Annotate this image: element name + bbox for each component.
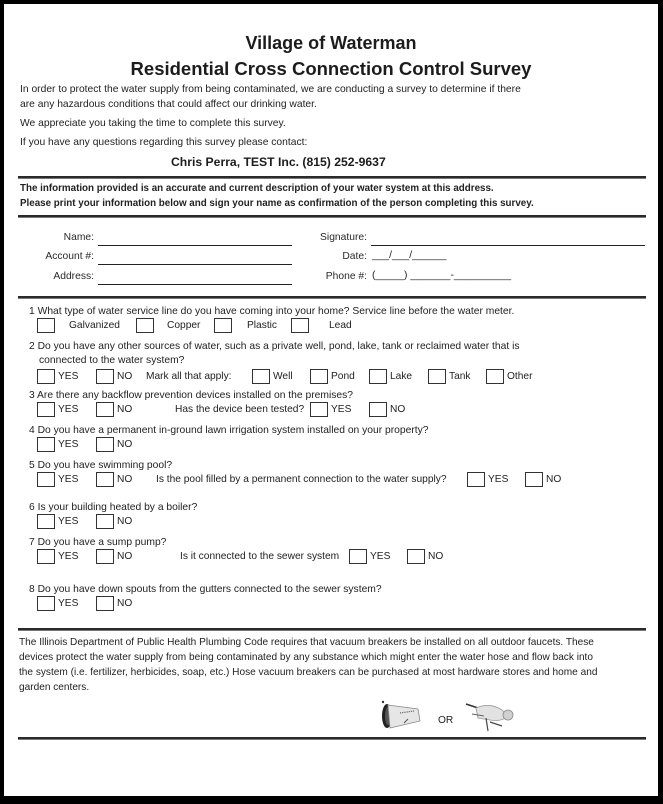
question-text: Are there any backflow prevention devices installed on the premises?	[37, 390, 353, 401]
option-label: Galvanized	[69, 320, 120, 331]
checkbox-q7-no[interactable]	[96, 549, 114, 564]
question-7	[29, 537, 166, 548]
option-label: YES	[370, 551, 391, 562]
question-number: 8	[29, 584, 35, 595]
question-number: 5	[29, 460, 35, 471]
option-label: YES	[488, 474, 509, 485]
address-label: Address:	[53, 271, 94, 282]
certification-line-2: Please print your information below and sign your name as confirmation of the person completing this survey.	[20, 198, 534, 209]
checkbox-q4-no[interactable]	[96, 437, 114, 452]
option-label: YES	[331, 404, 352, 415]
faucet-vacuum-breaker-icon	[462, 698, 518, 734]
option-label: NO	[117, 598, 133, 609]
option-label: Lake	[390, 371, 413, 382]
intro-contact-prompt: If you have any questions regarding this survey please contact:	[20, 137, 308, 148]
divider	[18, 215, 646, 218]
option-label: NO	[117, 516, 133, 527]
checkbox-lake[interactable]	[369, 369, 387, 384]
option-label: YES	[58, 474, 79, 485]
option-label: YES	[58, 516, 79, 527]
checkbox-copper[interactable]	[136, 318, 154, 333]
checkbox-q5-connection-no[interactable]	[525, 472, 543, 487]
question-text: What type of water service line do you have coming into your home? Service line before the water meter.	[37, 306, 515, 317]
checkbox-q2-yes[interactable]	[37, 369, 55, 384]
mark-all-label: Mark all that apply:	[146, 371, 232, 382]
question-2-continued: connected to the water system?	[39, 355, 185, 366]
title-line-1: Village of Waterman	[245, 33, 417, 53]
option-label: Pond	[331, 371, 355, 382]
checkbox-plastic[interactable]	[214, 318, 232, 333]
or-label: OR	[438, 715, 454, 726]
option-label: YES	[58, 598, 79, 609]
option-label: NO	[117, 439, 133, 450]
checkbox-q4-yes[interactable]	[37, 437, 55, 452]
checkbox-other[interactable]	[486, 369, 504, 384]
option-label: Other	[507, 371, 533, 382]
question-number: 3	[29, 390, 35, 401]
checkbox-q3-tested-no[interactable]	[369, 402, 387, 417]
signature-label: Signature:	[320, 232, 367, 243]
account-field[interactable]	[98, 264, 292, 265]
option-label: YES	[58, 551, 79, 562]
account-label: Account #:	[45, 251, 94, 262]
phone-field[interactable]: (_____) _______-__________	[372, 270, 512, 281]
question-8	[29, 584, 382, 595]
question-6	[29, 502, 197, 513]
footer-line-1: The Illinois Department of Public Health Plumbing Code requires that vacuum breakers be installed on all outdoor faucets. These	[19, 637, 594, 648]
option-label: NO	[546, 474, 562, 485]
option-label: NO	[390, 404, 406, 415]
address-field[interactable]	[98, 284, 292, 285]
checkbox-lead[interactable]	[291, 318, 309, 333]
question-2	[29, 341, 520, 352]
contact-info: Chris Perra, TEST Inc. (815) 252-9637	[171, 155, 386, 169]
option-label: Plastic	[247, 320, 278, 331]
option-label: NO	[117, 404, 133, 415]
checkbox-q5-no[interactable]	[96, 472, 114, 487]
option-label: Tank	[449, 371, 471, 382]
checkbox-q8-no[interactable]	[96, 596, 114, 611]
checkbox-q7-yes[interactable]	[37, 549, 55, 564]
signature-field[interactable]	[371, 245, 645, 246]
checkbox-q5-yes[interactable]	[37, 472, 55, 487]
question-number: 1	[29, 306, 35, 317]
sub-question-label: Has the device been tested?	[175, 404, 305, 415]
footer-line-2: devices protect the water supply from being contaminated by any substance which might enter the water hose and flow back into	[19, 652, 593, 663]
date-field[interactable]: ___/___/______	[372, 250, 447, 261]
question-text: Is your building heated by a boiler?	[37, 502, 198, 513]
option-label: YES	[58, 404, 79, 415]
question-number: 2	[29, 341, 35, 352]
question-text: Do you have down spouts from the gutters connected to the sewer system?	[37, 584, 382, 595]
checkbox-q3-tested-yes[interactable]	[310, 402, 328, 417]
sub-question-label: Is it connected to the sewer system	[180, 551, 340, 562]
checkbox-q7-sewer-no[interactable]	[407, 549, 425, 564]
checkbox-q2-no[interactable]	[96, 369, 114, 384]
option-label: YES	[58, 439, 79, 450]
question-1	[29, 306, 514, 317]
option-label: NO	[428, 551, 444, 562]
intro-appreciation: We appreciate you taking the time to complete this survey.	[20, 118, 286, 129]
option-label: NO	[117, 474, 133, 485]
option-label: YES	[58, 371, 79, 382]
divider	[18, 296, 646, 299]
divider	[18, 628, 646, 631]
checkbox-q8-yes[interactable]	[37, 596, 55, 611]
checkbox-galvanized[interactable]	[37, 318, 55, 333]
title-line-2: Residential Cross Connection Control Survey	[130, 58, 532, 79]
question-text: Do you have any other sources of water, such as a private well, pond, lake, tank or reclaimed water that is	[37, 341, 520, 352]
question-text: Do you have a sump pump?	[37, 537, 167, 548]
footer-line-3: the system (i.e. fertilizer, herbicides, soap, etc.) Hose vacuum breakers can be purchased at most hardware stores and home and	[19, 667, 598, 678]
option-label: NO	[117, 551, 133, 562]
question-number: 7	[29, 537, 35, 548]
phone-label: Phone #:	[325, 271, 367, 282]
question-4	[29, 425, 429, 436]
checkbox-q3-yes[interactable]	[37, 402, 55, 417]
name-label: Name:	[63, 232, 94, 243]
survey-page	[4, 4, 658, 796]
checkbox-q5-connection-yes[interactable]	[467, 472, 485, 487]
footer-line-4: garden centers.	[19, 682, 90, 693]
question-number: 6	[29, 502, 35, 513]
divider	[18, 737, 646, 740]
date-label: Date:	[342, 251, 367, 262]
checkbox-well[interactable]	[252, 369, 270, 384]
checkbox-pond[interactable]	[310, 369, 328, 384]
question-3	[29, 390, 353, 401]
intro-line-1: In order to protect the water supply from being contaminated, we are conducting a survey to determine if there	[20, 84, 521, 95]
checkbox-q3-no[interactable]	[96, 402, 114, 417]
certification-line-1: The information provided is an accurate and current description of your water system at this address.	[20, 183, 494, 194]
divider	[18, 176, 646, 179]
question-text: Do you have a permanent in-ground lawn irrigation system installed on your property?	[37, 425, 429, 436]
option-label: Well	[273, 371, 293, 382]
checkbox-tank[interactable]	[428, 369, 446, 384]
question-text: Do you have swimming pool?	[37, 460, 173, 471]
question-number: 4	[29, 425, 35, 436]
option-label: NO	[117, 371, 133, 382]
hose-vacuum-breaker-icon	[378, 697, 430, 733]
sub-question-label: Is the pool filled by a permanent connection to the water supply?	[156, 474, 447, 485]
option-label: Copper	[167, 320, 201, 331]
option-label: Lead	[329, 320, 352, 331]
question-5	[29, 460, 172, 471]
intro-line-2: are any hazardous conditions that could affect our drinking water.	[20, 99, 317, 110]
checkbox-q6-yes[interactable]	[37, 514, 55, 529]
checkbox-q7-sewer-yes[interactable]	[349, 549, 367, 564]
name-field[interactable]	[98, 245, 292, 246]
checkbox-q6-no[interactable]	[96, 514, 114, 529]
